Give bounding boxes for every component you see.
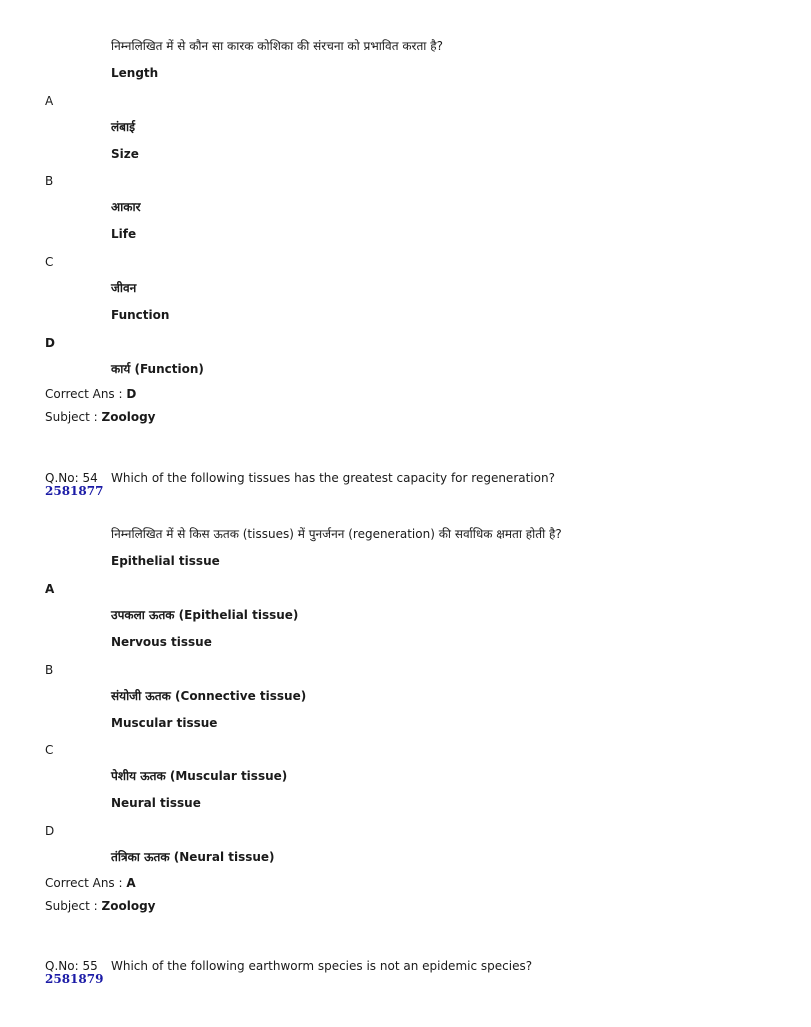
q53-question-hindi: निम्नलिखित में से कौन सा कारक कोशिका की संरचना को प्रभावित करता है? bbox=[111, 39, 443, 53]
subject-value: Zoology bbox=[101, 410, 156, 424]
q54-subject bbox=[45, 899, 156, 913]
q53-option-c-hindi: जीवन bbox=[111, 281, 137, 295]
q54-option-b-letter: B bbox=[45, 663, 54, 677]
question-number: 54 bbox=[82, 471, 98, 485]
correct-answer-label: Correct Ans : bbox=[45, 876, 123, 890]
q54-option-a-letter: A bbox=[45, 582, 55, 596]
subject-value: Zoology bbox=[101, 899, 156, 913]
q54-option-d-hindi: तंत्रिका ऊतक (Neural tissue) bbox=[111, 850, 275, 864]
correct-answer-value: A bbox=[126, 876, 136, 890]
subject-label: Subject : bbox=[45, 410, 98, 424]
q54-option-d-english: Neural tissue bbox=[111, 796, 201, 810]
q53-subject bbox=[45, 410, 156, 424]
q54-number bbox=[45, 471, 98, 485]
q55-question-id: 2581879 bbox=[45, 972, 104, 986]
q54-option-c-letter: C bbox=[45, 743, 54, 757]
q55-question-english: Which of the following earthworm species is not an epidemic species? bbox=[111, 959, 533, 973]
q54-question-english: Which of the following tissues has the greatest capacity for regeneration? bbox=[111, 471, 555, 485]
q54-question-hindi: निम्नलिखित में से किस ऊतक (tissues) में पुनर्जनन (regeneration) की सर्वाधिक क्षमता होती है? bbox=[111, 527, 562, 541]
q53-option-d-letter: D bbox=[45, 336, 55, 350]
correct-answer-value: D bbox=[126, 387, 137, 401]
q54-option-b-hindi: संयोजी ऊतक (Connective tissue) bbox=[111, 689, 307, 703]
q53-option-c-letter: C bbox=[45, 255, 54, 269]
subject-label: Subject : bbox=[45, 899, 98, 913]
q54-option-d-letter: D bbox=[45, 824, 55, 838]
correct-answer-label: Correct Ans : bbox=[45, 387, 123, 401]
q54-option-b-english: Nervous tissue bbox=[111, 635, 212, 649]
q53-option-d-english: Function bbox=[111, 308, 170, 322]
q53-option-b-letter: B bbox=[45, 174, 54, 188]
q54-correct-answer bbox=[45, 876, 136, 890]
question-number: 55 bbox=[82, 959, 98, 973]
q53-option-a-english: Length bbox=[111, 66, 159, 80]
q54-question-id: 2581877 bbox=[45, 484, 104, 498]
q54-option-c-english: Muscular tissue bbox=[111, 716, 218, 730]
q53-option-a-letter: A bbox=[45, 94, 54, 108]
q54-option-c-hindi: पेशीय ऊतक (Muscular tissue) bbox=[111, 769, 288, 783]
q53-option-d-hindi: कार्य (Function) bbox=[111, 362, 204, 376]
q53-option-c-english: Life bbox=[111, 227, 137, 241]
question-number-label: Q.No: bbox=[45, 471, 79, 485]
q53-option-b-hindi: आकार bbox=[111, 200, 141, 214]
q53-option-b-english: Size bbox=[111, 147, 139, 161]
q54-option-a-english: Epithelial tissue bbox=[111, 554, 220, 568]
q54-option-a-hindi: उपकला ऊतक (Epithelial tissue) bbox=[111, 608, 299, 622]
q55-number bbox=[45, 959, 98, 973]
q53-option-a-hindi: लंबाई bbox=[111, 120, 135, 134]
question-number-label: Q.No: bbox=[45, 959, 79, 973]
q53-correct-answer bbox=[45, 387, 136, 401]
